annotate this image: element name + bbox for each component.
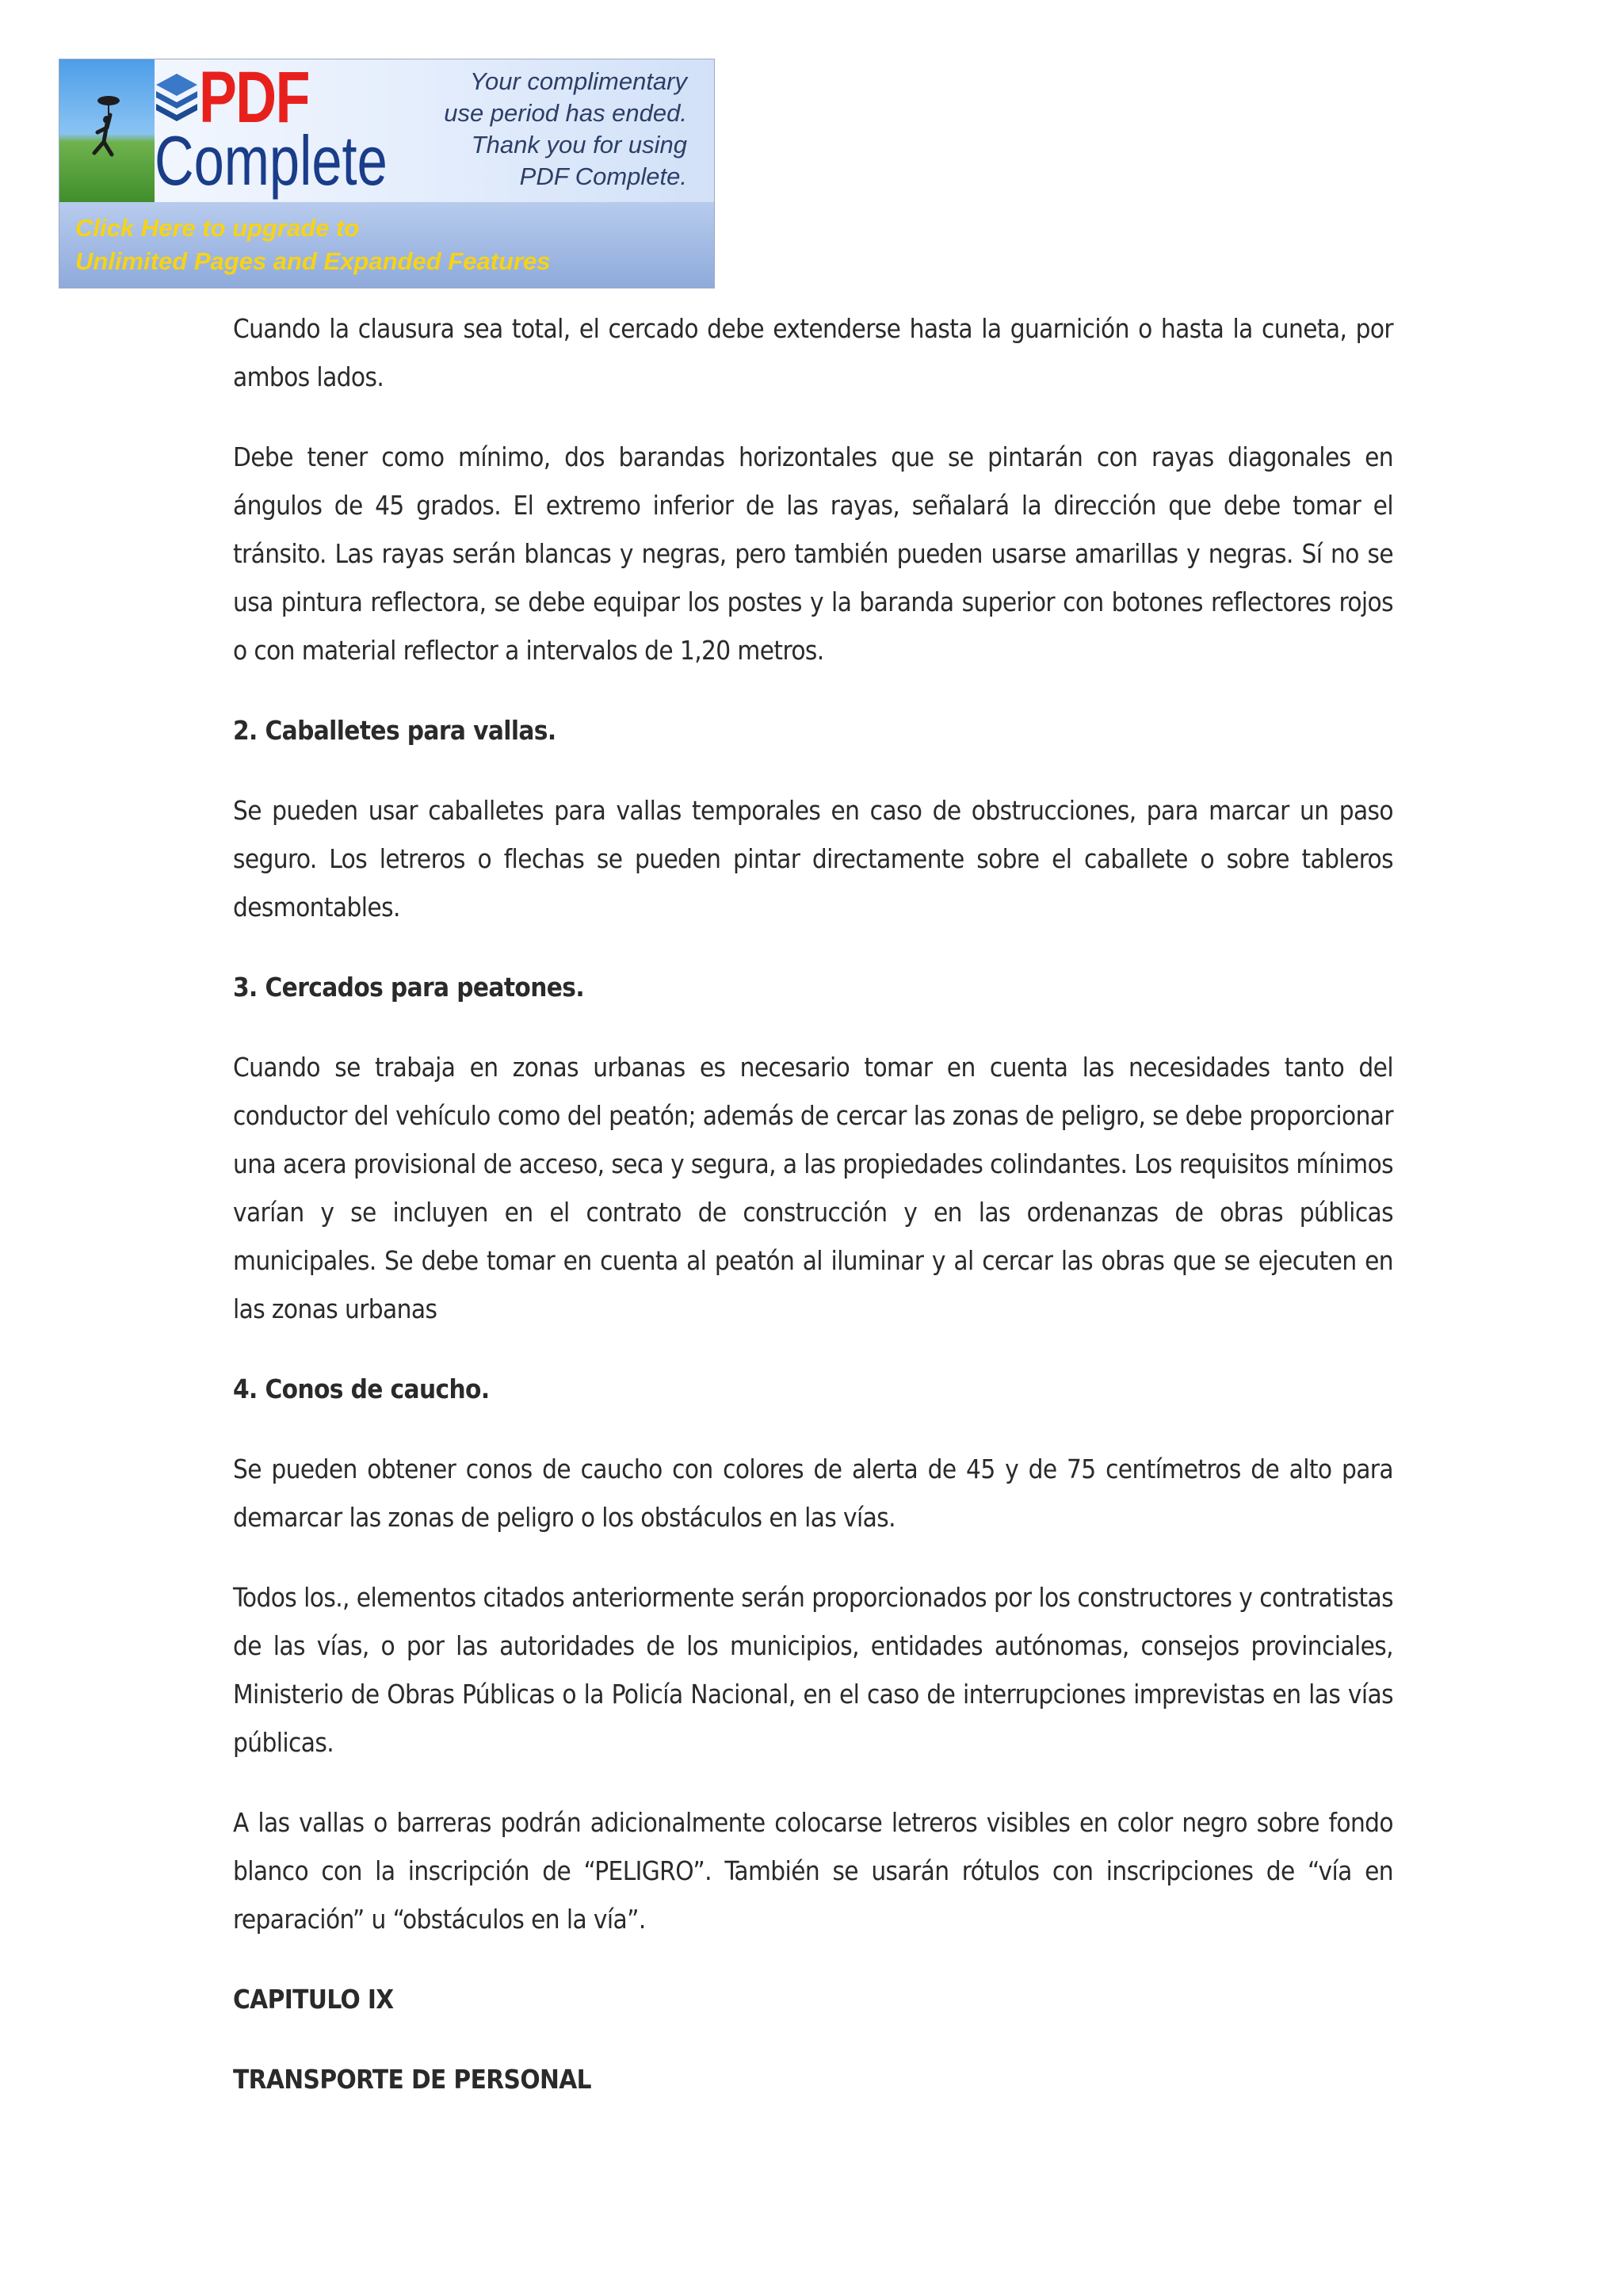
document-body: [233, 304, 1393, 2135]
trial-message-line: Thank you for using: [471, 131, 687, 159]
brand-complete-text: Complete: [155, 121, 388, 200]
paragraph-letreros-peligro: A las vallas o barreras podrán adicionalmente colocarse letreros visibles en color negro sobre fondo blanco con la inscripción de “PELIGRO”. También se usarán rótulos con inscripciones de “vía en reparación” u “obstáculos en la vía”.: [233, 1807, 1393, 1935]
paragraph-conos-caucho: Se pueden obtener conos de caucho con colores de alerta de 45 y de 75 centímetros de alto para demarcar las zonas de peligro o los obstáculos en las vías.: [233, 1454, 1393, 1533]
banner-top-panel: [59, 59, 715, 202]
brand-pdf-text: PDF: [199, 59, 309, 138]
heading-cercados-peatones: 3. Cercados para peatones.: [233, 972, 585, 1003]
paragraph-clausura: Cuando la clausura sea total, el cercado debe extenderse hasta la guarnición o hasta la cuneta, por ambos lados.: [233, 313, 1393, 392]
paragraph-barandas: Debe tener como mínimo, dos barandas horizontales que se pintarán con rayas diagonales en ángulos de 45 grados. El extremo inferior de las rayas, señalará la dirección que debe tomar el tránsito. Las rayas serán blancas y negras, pero también pueden usarse amarillas y negras. Sí no se usa pintura reflectora, se debe equipar los postes y la baranda superior con botones reflectores rojos o con material reflector a intervalos de 1,20 metros.: [233, 441, 1393, 666]
paragraph-cercados-peatones: Cuando se trabaja en zonas urbanas es necesario tomar en cuenta las necesidades tanto del conductor del vehículo como del peatón; además de cercar las zonas de peligro, se debe proporcionar una acera provisional de acceso, seca y segura, a las propiedades colindantes. Los requisitos mínimos varían y se incluyen en el contrato de construcción y en las ordenanzas de obras públicas municipales. Se debe tomar en cuenta al peatón al iluminar y al cercar las obras que se ejecuten en las zonas urbanas: [233, 1052, 1393, 1324]
jumping-man-icon: [59, 59, 155, 202]
heading-conos-caucho: 4. Conos de caucho.: [233, 1373, 490, 1404]
chapter-title: TRANSPORTE DE PERSONAL: [233, 2064, 591, 2095]
paragraph-elementos-citados: Todos los., elementos citados anteriormente serán proporcionados por los constructores y contratistas de las vías, o por las autoridades de los municipios, entidades autónomas, consejos provinciales, Ministerio de Obras Públicas o la Policía Nacional, en el caso de interrupciones imprevistas en las vías públicas.: [233, 1582, 1393, 1758]
trial-ended-message: [354, 66, 687, 193]
trial-message-line: Your complimentary: [470, 67, 687, 95]
upgrade-cta-line[interactable]: Click Here to upgrade to: [75, 214, 360, 242]
pdf-complete-banner[interactable]: [59, 59, 715, 288]
chapter-heading: CAPITULO IX: [233, 1984, 394, 2015]
trial-message-line: use period has ended.: [444, 99, 687, 127]
upgrade-cta-line[interactable]: Unlimited Pages and Expanded Features: [75, 247, 551, 275]
heading-caballetes: 2. Caballetes para vallas.: [233, 715, 556, 746]
paragraph-caballetes: Se pueden usar caballetes para vallas temporales en caso de obstrucciones, para marcar un paso seguro. Los letreros o flechas se pueden pintar directamente sobre el caballete o sobre tableros desmontables.: [233, 795, 1393, 923]
upgrade-link[interactable]: [59, 202, 715, 288]
trial-message-line: PDF Complete.: [519, 162, 687, 190]
jumping-man-photo: [59, 59, 155, 202]
upgrade-cta-text[interactable]: [75, 212, 551, 278]
